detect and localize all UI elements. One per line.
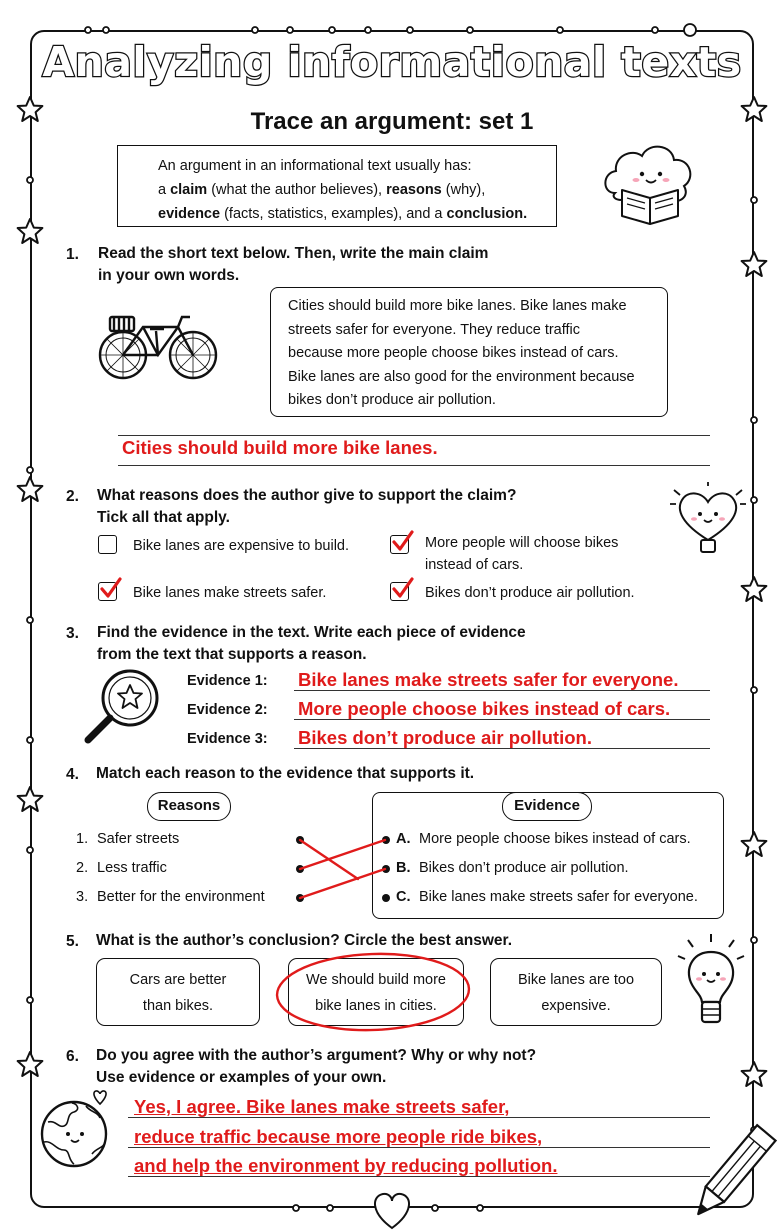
- reason-2: Less traffic: [97, 860, 167, 876]
- evidence-a: More people choose bikes instead of cars.: [419, 831, 691, 847]
- checkmark-icon: [390, 530, 414, 554]
- star-icon: [18, 787, 43, 811]
- q2-checkbox-1[interactable]: [98, 535, 117, 554]
- q6-number: 6.: [66, 1048, 79, 1065]
- reason-3-dot[interactable]: [296, 894, 304, 902]
- ornament-dot: [287, 27, 293, 33]
- q1-passage-box: [270, 287, 668, 417]
- ornament-dot: [432, 1205, 438, 1211]
- ornament-dot: [751, 497, 757, 503]
- q1-answer[interactable]: Cities should build more bike lanes.: [122, 437, 438, 458]
- q1-answer-line-top: [118, 435, 710, 436]
- ornament-dot: [751, 937, 757, 943]
- answer-circle: [275, 948, 475, 1038]
- q6-line-2: [128, 1147, 710, 1148]
- ornament-dot: [27, 737, 33, 743]
- evidence-a-letter: A.: [396, 831, 411, 847]
- q2-number: 2.: [66, 488, 79, 505]
- passage-line: Bike lanes are also good for the environment because: [288, 368, 635, 385]
- q5-number: 5.: [66, 933, 79, 950]
- evidence-3-answer[interactable]: Bikes don’t produce air pollution.: [298, 727, 592, 748]
- ornament-dot: [365, 27, 371, 33]
- checkmark-icon: [98, 577, 122, 601]
- ornament-dot: [27, 997, 33, 1003]
- page-title: Analyzing informational texts: [42, 38, 742, 86]
- q6-answer-line-2[interactable]: reduce traffic because more people ride bikes,: [134, 1126, 543, 1147]
- evidence-header: Evidence: [502, 792, 592, 821]
- evidence-a-dot[interactable]: [382, 836, 390, 844]
- q2-option-2: More people will choose bikes instead of cars.: [425, 535, 619, 573]
- evidence-1-line: [294, 690, 710, 691]
- q1-answer-line: [118, 465, 710, 466]
- ornament-dot: [293, 1205, 299, 1211]
- evidence-2-line: [294, 719, 710, 720]
- star-icon: [742, 832, 767, 856]
- q6-prompt: Do you agree with the author’s argument? Why or why not? Use evidence or examples of your own.: [96, 1047, 537, 1086]
- star-icon: [18, 219, 43, 243]
- q6-line-3: [128, 1176, 710, 1177]
- star-icon: [18, 1052, 43, 1076]
- q5-choice-3[interactable]: Bike lanes are too expensive.: [490, 958, 662, 1026]
- evidence-2-answer[interactable]: More people choose bikes instead of cars.: [298, 698, 671, 719]
- reason-1-dot[interactable]: [296, 836, 304, 844]
- q6-line-1: [128, 1117, 710, 1118]
- reason-1-number: 1.: [76, 831, 89, 847]
- ornament-dot: [27, 177, 33, 183]
- q6-answer-line-3[interactable]: and help the environment by reducing pollution.: [134, 1155, 558, 1176]
- evidence-2-label: Evidence 2:: [187, 702, 268, 718]
- pencil-icon: [686, 1120, 776, 1230]
- q1-number: 1.: [66, 246, 79, 263]
- star-icon: [742, 577, 767, 601]
- star-icon: [742, 1062, 767, 1086]
- passage-line: because more people choose bikes instead of cars.: [288, 345, 619, 361]
- ornament-dot: [407, 27, 413, 33]
- passage-line: Cities should build more bike lanes. Bike lanes make: [288, 298, 627, 314]
- reason-3-number: 3.: [76, 889, 89, 905]
- q1-prompt: Read the short text below. Then, write the main claim in your own words.: [98, 245, 489, 284]
- ornament-dot: [103, 27, 109, 33]
- evidence-1-label: Evidence 1:: [187, 673, 268, 689]
- passage-line: streets safer for everyone. They reduce traffic: [288, 321, 581, 338]
- evidence-1-answer[interactable]: Bike lanes make streets safer for everyone.: [298, 669, 679, 690]
- evidence-b: Bikes don’t produce air pollution.: [419, 860, 629, 876]
- q5-choice-1[interactable]: Cars are better than bikes.: [96, 958, 260, 1026]
- evidence-b-dot[interactable]: [382, 865, 390, 873]
- reason-2-number: 2.: [76, 860, 89, 876]
- evidence-c-dot[interactable]: [382, 894, 390, 902]
- ornament-dot: [467, 27, 473, 33]
- evidence-c-letter: C.: [396, 889, 411, 905]
- lightbulb-icon: [676, 930, 746, 1030]
- bicycle-icon: [98, 305, 228, 385]
- ornament-dot: [27, 617, 33, 623]
- ornament-dot: [27, 467, 33, 473]
- q2-option-4: Bikes don’t produce air pollution.: [425, 585, 635, 601]
- q2-option-3: Bike lanes make streets safer.: [133, 585, 327, 601]
- ornament-dot: [557, 27, 563, 33]
- ornament-dot: [27, 847, 33, 853]
- q2-prompt: What reasons does the author give to support the claim? Tick all that apply.: [97, 487, 517, 526]
- ornament-dot: [684, 24, 696, 36]
- ornament-dot: [252, 27, 258, 33]
- ornament-dot: [327, 1205, 333, 1211]
- q4-number: 4.: [66, 766, 79, 783]
- ornament-dot: [751, 197, 757, 203]
- reason-3: Better for the environment: [97, 889, 265, 905]
- q6-answer-line-1[interactable]: Yes, I agree. Bike lanes make streets safer,: [134, 1096, 510, 1117]
- q3-prompt: Find the evidence in the text. Write each piece of evidence from the text that supports a reason.: [97, 624, 526, 663]
- heart-lightbulb-icon: [668, 480, 748, 560]
- passage-line: bikes don’t produce air pollution.: [288, 392, 496, 408]
- ornament-dot: [751, 417, 757, 423]
- heart-icon: [375, 1194, 409, 1228]
- evidence-b-letter: B.: [396, 860, 411, 876]
- ornament-dot: [477, 1205, 483, 1211]
- q3-number: 3.: [66, 625, 79, 642]
- q5-choice-2[interactable]: We should build more bike lanes in cities.: [288, 958, 464, 1026]
- checkmark-icon: [390, 577, 414, 601]
- reason-1: Safer streets: [97, 831, 180, 847]
- reasons-header: Reasons: [147, 792, 231, 821]
- earth-icon: [38, 1094, 118, 1174]
- page-subtitle: Trace an argument: set 1: [250, 108, 534, 135]
- star-icon: [18, 477, 43, 501]
- evidence-3-label: Evidence 3:: [187, 731, 268, 747]
- star-icon: [742, 252, 767, 276]
- q4-prompt: Match each reason to the evidence that supports it.: [96, 765, 475, 782]
- ornament-dot: [652, 27, 658, 33]
- q5-prompt: What is the author’s conclusion? Circle the best answer.: [96, 932, 513, 949]
- magnifying-glass-star-icon: [82, 668, 172, 748]
- intro-line-2: a claim (what the author believes), reasons (why),: [158, 182, 486, 198]
- q2-option-1: Bike lanes are expensive to build.: [133, 538, 350, 554]
- intro-box: [117, 145, 557, 227]
- ornament-dot: [85, 27, 91, 33]
- cloud-reading-book-icon: [600, 138, 700, 228]
- ornament-dot: [751, 687, 757, 693]
- evidence-c: Bike lanes make streets safer for everyone.: [419, 889, 698, 905]
- intro-line-1: An argument in an informational text usually has:: [158, 158, 472, 174]
- ornament-dot: [329, 27, 335, 33]
- evidence-3-line: [294, 748, 710, 749]
- reason-2-dot[interactable]: [296, 865, 304, 873]
- intro-line-3: evidence (facts, statistics, examples), and a conclusion.: [158, 206, 528, 222]
